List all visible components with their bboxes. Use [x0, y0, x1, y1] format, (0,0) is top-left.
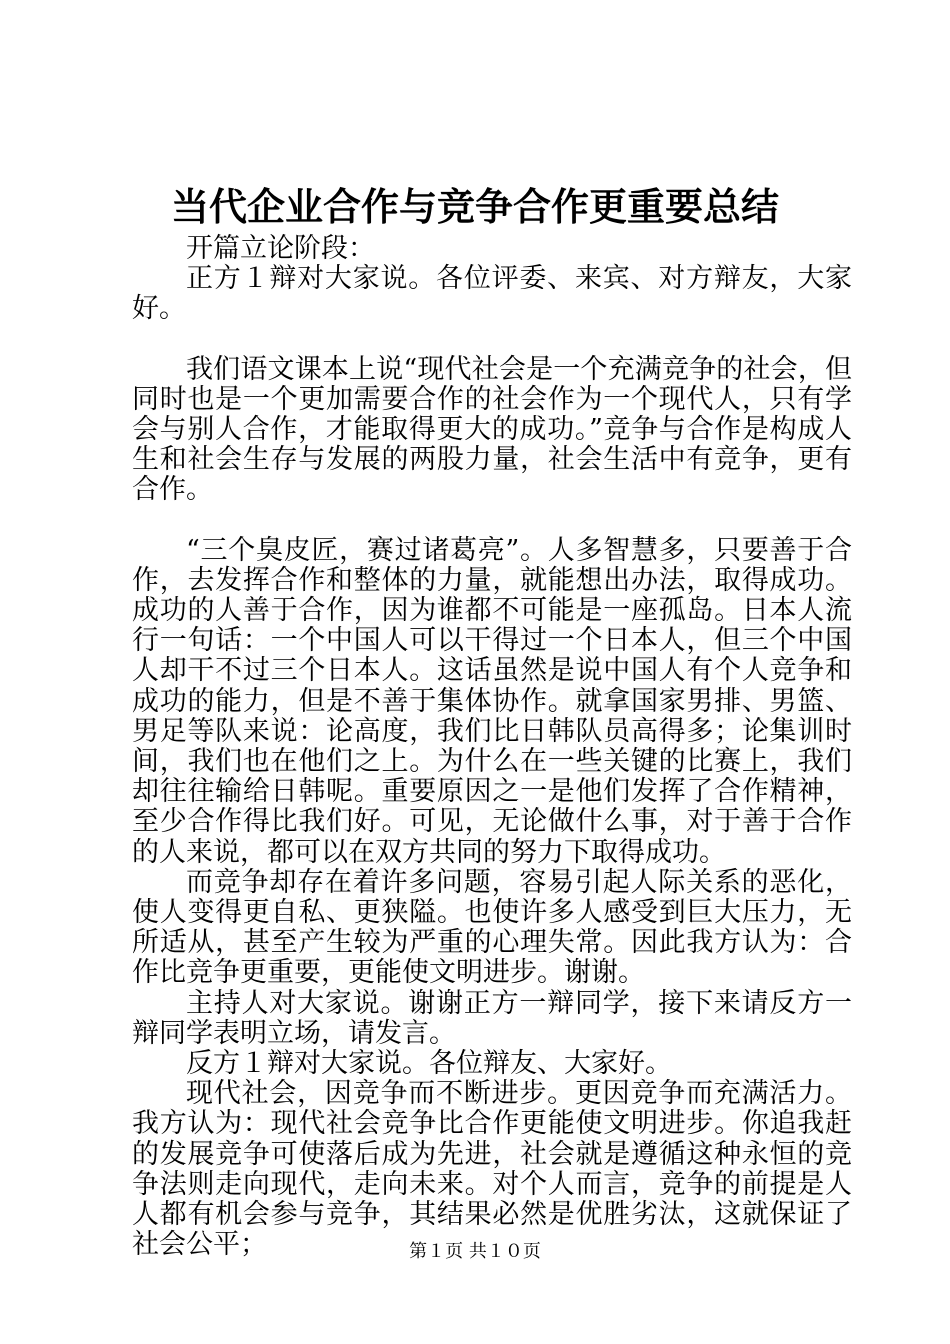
- paragraph-negative-greeting: 反方１辩对大家说。各位辩友、大家好。: [186, 1048, 672, 1080]
- paragraph-competition-argument: 现代社会，因竞争而不断进步。更因竞争而充满活力。我方认为：现代社会竞争比合作更能使文明进步。你追我赶的发展竞争可使落后成为先进，社会就是遵循这种永恒的竞争法则走向现代，走向未来。对个人而言，竞争的前提是人人都有机会参与竞争，其结果必然是优胜劣汰，这就保证了社会公平；: [132, 1078, 852, 1261]
- paragraph-competition-problems: 而竞争却存在着许多问题，容易引起人际关系的恶化，使人变得更自私、更狭隘。也使许多人感受到巨大压力，无所适从，甚至产生较为严重的心理失常。因此我方认为：合作比竞争更重要，更能使文明进步。谢谢。: [132, 866, 852, 989]
- paragraph-opening-stage: 开篇立论阶段：: [186, 233, 375, 264]
- paragraph-spacer: [132, 506, 852, 536]
- paragraph-cooperation-argument: “三个臭皮匠，赛过诸葛亮”。人多智慧多，只要善于合作，去发挥合作和整体的力量，就能想出办法，取得成功。成功的人善于合作，因为谁都不可能是一座孤岛。日本人流行一句话：一个中国人可以干得过一个日本人，但三个中国人却干不过三个日本人。这话虽然是说中国人有个人竞争和成功的能力，但是不善于集体协作。就拿国家男排、男篮、男足等队来说：论高度，我们比日韩队员高得多；论集训时间，我们也在他们之上。为什么在一些关键的比赛上，我们却往往输给日韩呢。重要原因之一是他们发挥了合作精神，至少合作得比我们好。可见，无论做什么事，对于善于合作的人来说，都可以在双方共同的努力下取得成功。: [132, 534, 852, 868]
- document-title: 当代企业合作与竞争合作更重要总结: [170, 184, 779, 229]
- page-number-footer: 第１页 共１０页: [409, 1241, 541, 1262]
- document-body: [132, 234, 852, 1261]
- paragraph-host-transition: 主持人对大家说。谢谢正方一辩同学，接下来请反方一辩同学表明立场，请发言。: [132, 987, 852, 1049]
- paragraph-spacer: [132, 325, 852, 355]
- paragraph-textbook-quote: 我们语文课本上说“现代社会是一个充满竞争的社会，但同时也是一个更加需要合作的社会作为一个现代人，只有学会与别人合作，才能取得更大的成功。”竞争与合作是构成人生和社会生存与发展的两股力量，社会生活中有竞争，更有合作。: [132, 353, 852, 506]
- paragraph-affirmative-greeting: 正方１辩对大家说。各位评委、来宾、对方辩友，大家好。: [132, 263, 852, 325]
